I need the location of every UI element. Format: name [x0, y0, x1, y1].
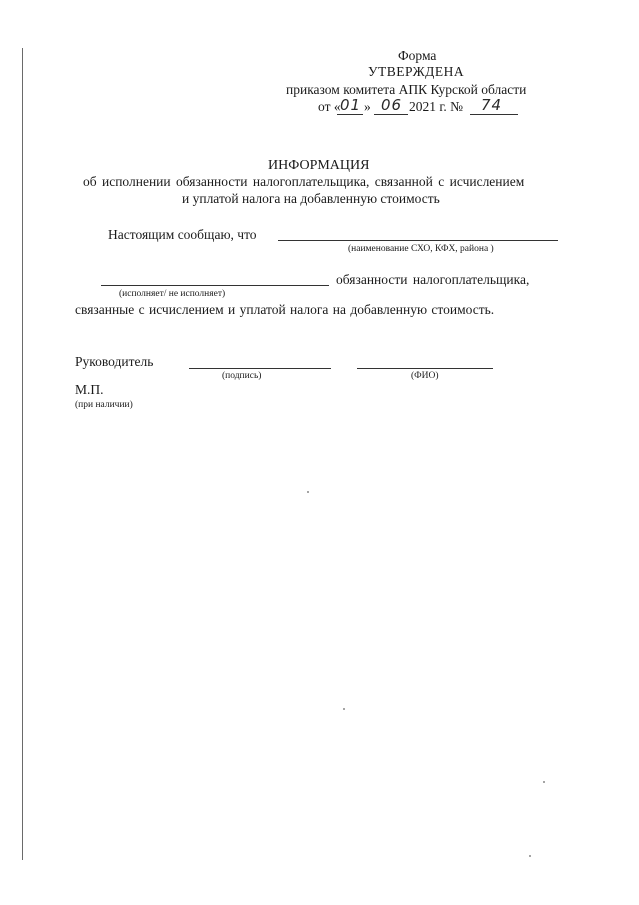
seal-hint: (при наличии): [75, 400, 133, 410]
head-label: Руководитель: [75, 354, 154, 369]
signature-line: [189, 368, 331, 369]
duty-text: обязанности налогоплательщика,: [336, 272, 530, 287]
notify-prefix: Настоящим сообщаю, что: [108, 227, 257, 242]
page-left-edge: [22, 48, 23, 860]
full-name-line: [357, 368, 493, 369]
number-line: [470, 114, 518, 115]
date-mid: »: [364, 99, 371, 114]
duty-continuation: связанные с исчислением и уплатой налога на добавленную стоимость.: [75, 302, 495, 317]
title-line-1: об исполнении обязанности налогоплательщика, связанной с исчислением: [83, 174, 525, 189]
org-name-hint: (наименование СХО, КФХ, района ): [348, 244, 494, 254]
title-line-2: и уплатой налога на добавленную стоимость: [182, 191, 440, 206]
scan-speck: [529, 855, 531, 857]
scan-speck: [307, 491, 309, 493]
order-line: приказом комитета АПК Курской области: [286, 82, 527, 97]
order-number: 74: [481, 96, 503, 114]
seal-label: М.П.: [75, 382, 104, 397]
scan-speck: [343, 708, 345, 710]
month-line: [374, 114, 408, 115]
signature-hint: (подпись): [222, 371, 262, 381]
date-month: 06: [381, 96, 403, 114]
status-hint: (исполняет/ не исполняет): [119, 289, 226, 299]
approved-label: УТВЕРЖДЕНА: [368, 64, 465, 79]
form-label: Форма: [398, 48, 437, 63]
document-title: ИНФОРМАЦИЯ: [268, 158, 370, 173]
day-line: [337, 114, 363, 115]
date-prefix: от «: [318, 99, 341, 114]
date-year-number: 2021 г. №: [409, 99, 464, 114]
scan-speck: [543, 781, 545, 783]
status-line: [101, 285, 329, 286]
org-name-line: [278, 240, 558, 241]
date-day: 01: [340, 96, 362, 114]
full-name-hint: (ФИО): [411, 371, 439, 381]
